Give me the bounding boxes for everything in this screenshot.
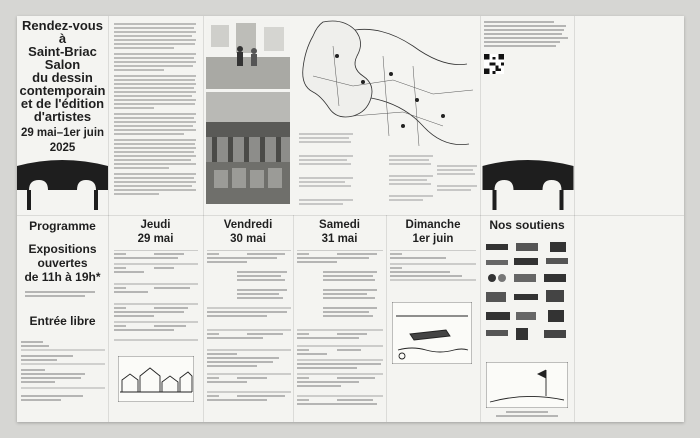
cover-title-line: du dessin	[32, 70, 93, 85]
drawing-boat	[392, 302, 472, 364]
about-panel	[114, 22, 198, 212]
day-date: 30 mai	[230, 233, 266, 245]
sponsors-title: Nos soutiens	[489, 218, 565, 232]
expo-line: Expositions	[28, 242, 97, 256]
day-date: 1er juin	[412, 233, 454, 245]
cover-dates: 29 mai–1er juin	[20, 127, 105, 139]
info-list	[21, 340, 105, 420]
day-name: Jeudi	[140, 219, 171, 231]
day-name: Vendredi	[223, 219, 273, 231]
drawing-flag	[486, 362, 568, 408]
sponsors-panel	[480, 216, 574, 422]
programme-panel	[17, 216, 108, 422]
map-panel	[293, 16, 480, 215]
cover-panel	[17, 16, 108, 215]
day-panel-vendredi	[203, 216, 293, 422]
bridge-photo	[206, 92, 290, 204]
day-panel-samedi	[293, 216, 386, 422]
day-schedule	[207, 250, 291, 418]
day-panel-dimanche	[386, 216, 480, 422]
cover-title	[17, 19, 108, 123]
credits-text	[486, 410, 568, 420]
programme-title: Programme	[29, 219, 96, 233]
cover-title-line: Salon	[44, 57, 81, 72]
back-panel	[574, 16, 684, 422]
expo-line: de 11h à 19h*	[24, 270, 101, 284]
cover-title-line: contemporain	[19, 83, 106, 98]
sponsor-logos-grid	[486, 240, 570, 350]
bridge-logo	[482, 156, 574, 214]
day-name: Dimanche	[405, 219, 461, 231]
drawing-houses	[118, 356, 194, 402]
photos-panel	[203, 16, 293, 215]
cover-year: 2025	[49, 142, 76, 154]
day-schedule	[297, 250, 383, 418]
cover-title-line: d'artistes	[33, 109, 92, 124]
expo-line: ouvertes	[37, 256, 88, 270]
cover-title-line: et de l'édition	[20, 96, 105, 111]
folded-leaflet	[17, 16, 684, 422]
contact-panel	[480, 16, 574, 215]
qr-code	[484, 54, 504, 74]
entry-free: Entrée libre	[29, 314, 96, 328]
day-schedule	[114, 250, 198, 360]
body-text-block	[114, 22, 198, 212]
day-name: Samedi	[319, 219, 360, 231]
cover-title-line: Rendez-vous à	[22, 18, 103, 46]
bridge-logo	[17, 156, 108, 214]
cover-title-line: Saint-Briac	[28, 44, 97, 59]
footnote-text	[25, 290, 101, 300]
day-date: 29 mai	[137, 233, 174, 245]
day-panel-jeudi	[108, 216, 203, 422]
day-date: 31 mai	[321, 233, 358, 245]
exhibition-photo	[206, 19, 290, 89]
day-schedule	[390, 250, 476, 286]
town-map	[293, 16, 480, 215]
expo-hours	[17, 242, 108, 284]
